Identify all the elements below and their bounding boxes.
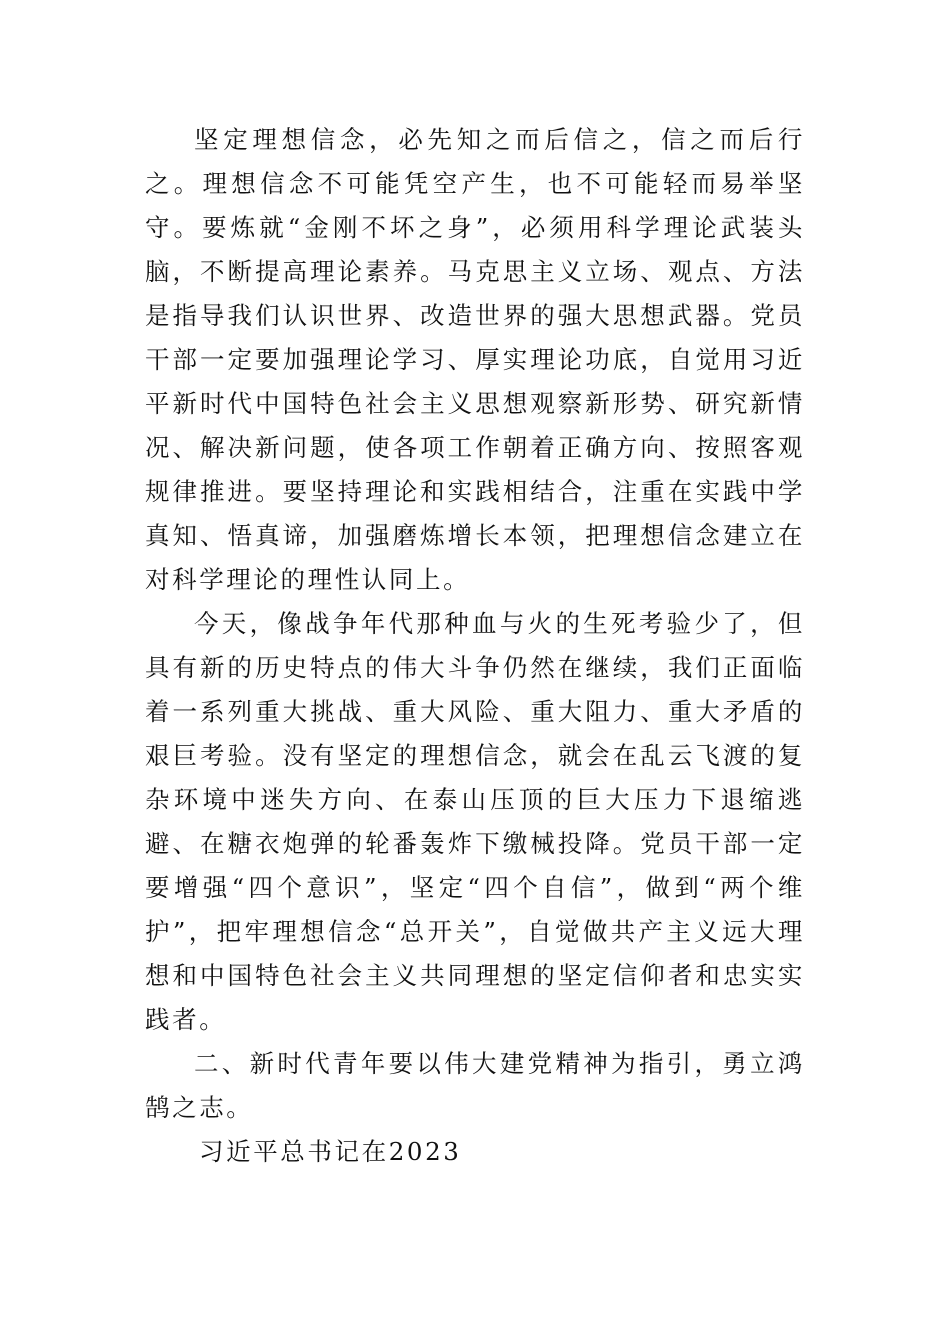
paragraph-truncated: 习近平总书记在2023 bbox=[199, 1137, 462, 1166]
paragraph-new-struggles: 今天，像战争年代那种血与火的生死考验少了，但具有新的历史特点的伟大斗争仍然在继续，我们正面临着一系列重大挑战、重大风险、重大阻力、重大矛盾的艰巨考验。没有坚定的理想信念，就会在乱云飞渡的复杂环境中迷失方向、在泰山压顶的巨大压力下退缩逃避、在糖衣炮弹的轮番轰炸下缴械投降。党员干部一定要增强“四个意识”，坚定“四个自信”，做到“两个维护”，把牢理想信念“总开关”，自觉做共产主义远大理想和中国特色社会主义共同理想的坚定信仰者和忠实实践者。 bbox=[145, 609, 805, 1034]
section-heading-youth: 二、新时代青年要以伟大建党精神为指引，勇立鸿鹄之志。 bbox=[145, 1049, 805, 1122]
paragraph-ideals-belief: 坚定理想信念，必先知之而后信之，信之而后行之。理想信念不可能凭空产生，也不可能轻而易举坚守。要炼就“金刚不坏之身”，必须用科学理论武装头脑，不断提高理论素养。马克思主义立场、观点、方法是指导我们认识世界、改造世界的强大思想武器。党员干部一定要加强理论学习、厚实理论功底，自觉用习近平新时代中国特色社会主义思想观察新形势、研究新情况、解决新问题，使各项工作朝着正确方向、按照客观规律推进。要坚持理论和实践相结合，注重在实践中学真知、悟真谛，加强磨炼增长本领，把理想信念建立在对科学理论的理性认同上。 bbox=[145, 125, 805, 594]
document-body bbox=[145, 118, 805, 1174]
